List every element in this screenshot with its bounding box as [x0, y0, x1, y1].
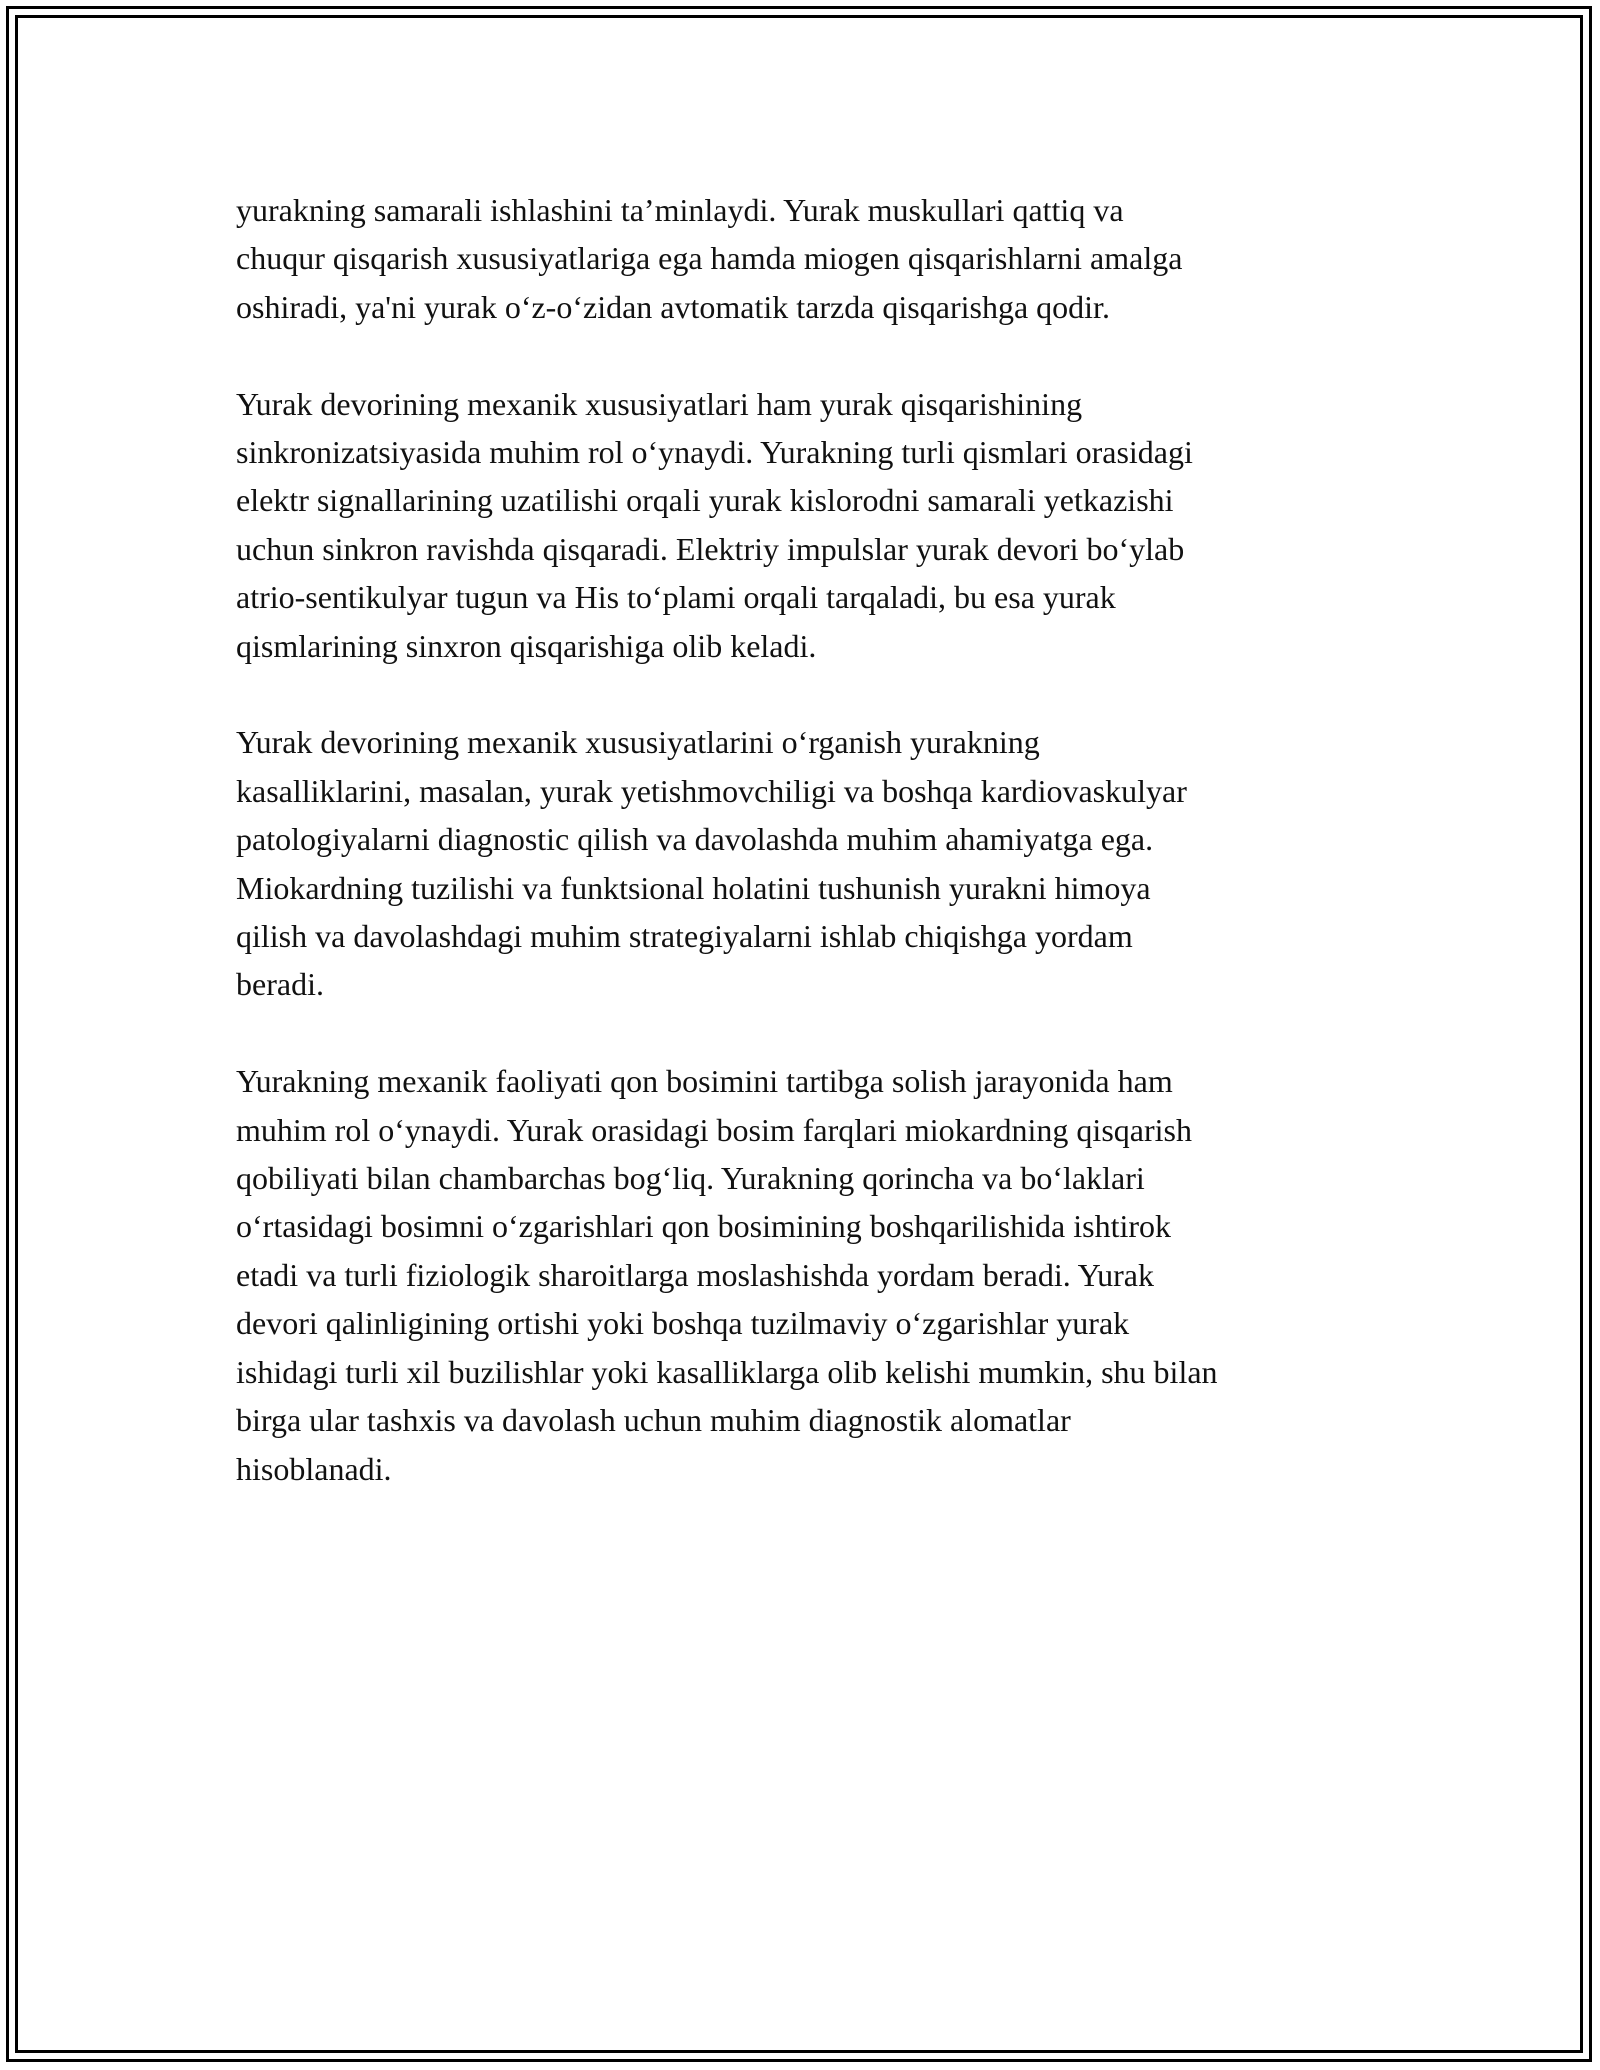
document-body — [236, 186, 1376, 1541]
paragraph-4: Yurakning mexanik faoliyati qon bosimini tartibga solish jarayonida ham muhim rol o‘ynaydi. Yurak orasidagi bosim farqlari miokardning qisqarish qobiliyati bilan chambarchas bog‘liq. Yurakning qorincha va bo‘laklari o‘rtasidagi bosimni o‘zgarishlari qon bosimining boshqarilishida ishtirok etadi va turli fiziologik sharoitlarga moslashishda yordam beradi. Yurak devori qalinligining ortishi yoki boshqa tuzilmaviy o‘zgarishlar yurak ishidagi turli xil buzilishlar yoki kasalliklarga olib kelishi mumkin, shu bilan birga ular tashxis va davolash uchun muhim diagnostik alomatlar hisoblanadi. — [236, 1063, 1218, 1487]
paragraph-1: yurakning samarali ishlashini ta’minlaydi. Yurak muskullari qattiq va chuqur qisqarish xususiyatlariga ega hamda miogen qisqarishlarni amalga oshiradi, ya'ni yurak o‘z-o‘zidan avtomatik tarzda qisqarishga qodir. — [236, 192, 1183, 325]
paragraph-2: Yurak devorining mexanik xususiyatlari ham yurak qisqarishining sinkronizatsiyasida muhim rol o‘ynaydi. Yurakning turli qismlari orasidagi elektr signallarining uzatilishi orqali yurak kislorodni samarali yetkazishi uchun sinkron ravishda qisqaradi. Elektriy impulslar yurak devori bo‘ylab atrio-sentikulyar tugun va His to‘plami orqali tarqaladi, bu esa yurak qismlarining sinxron qisqarishiga olib keladi. — [236, 385, 1193, 664]
paragraph-3: Yurak devorining mexanik xususiyatlarini o‘rganish yurakning kasalliklarini, masalan, yurak yetishmovchiligi va boshqa kardiovaskulyar patologiyalarni diagnostic qilish va davolashda muhim ahamiyatga ega. Miokardning tuzilishi va funktsional holatini tushunish yurakni himoya qilish va davolashdagi muhim strategiyalarni ishlab chiqishga yordam beradi. — [236, 724, 1187, 1003]
